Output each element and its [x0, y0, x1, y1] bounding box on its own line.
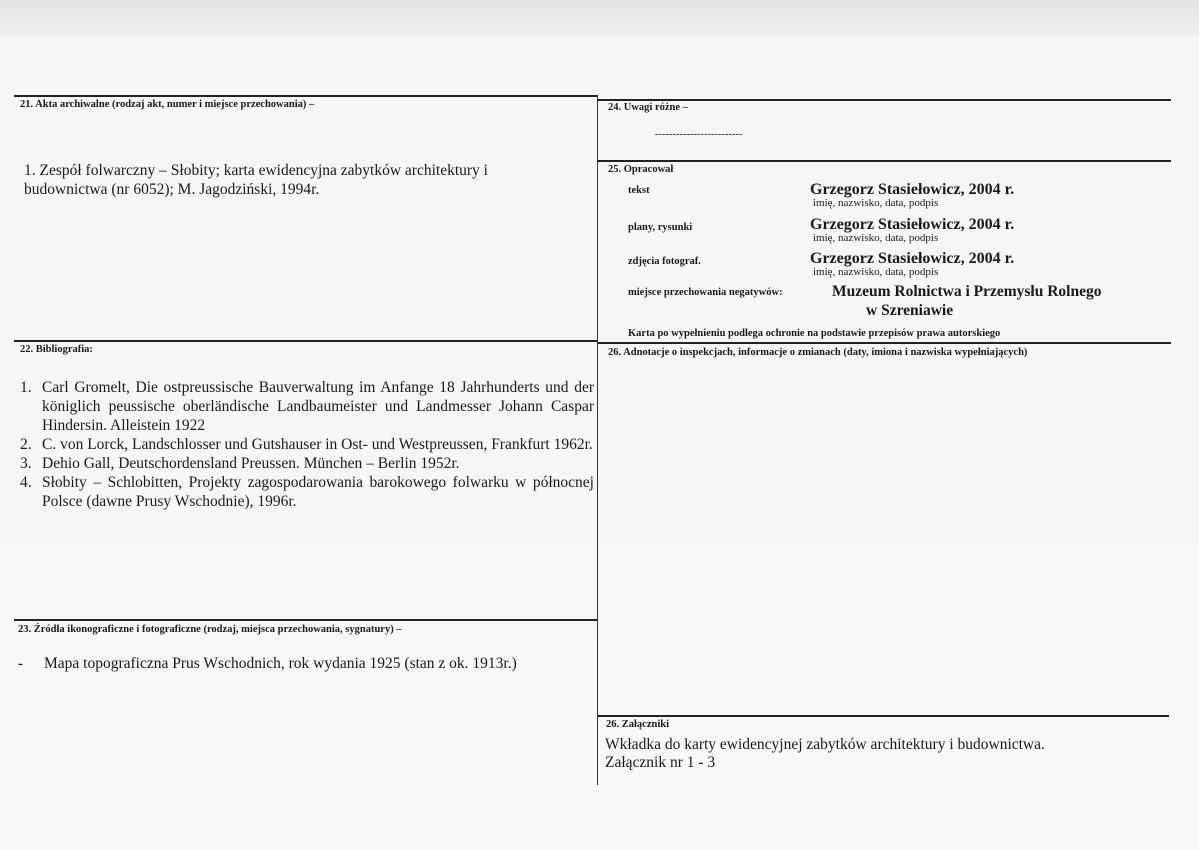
bibliography-item-number: 2.: [20, 436, 32, 453]
s27-line1: Wkładka do karty ewidencyjnej zabytków architektury i budownictwa.: [605, 736, 1045, 753]
rule-s25-top: [598, 160, 1171, 162]
s25-row-caption: imię, nazwisko, data, podpis: [813, 197, 939, 209]
bibliography-item-number: 4.: [20, 474, 32, 491]
s25-row-name: Grzegorz Stasiełowicz, 2004 r.: [810, 216, 1015, 233]
bibliography-item: [16, 454, 594, 473]
bibliography-item-text: Słobity – Schlobitten, Projekty zagospodarowania barokowego folwarku w północnej Polsce (dawne Prusy Wschodnie), 1996r.: [42, 474, 594, 510]
s24-value: -------------------------: [655, 129, 743, 140]
s25-row-name: Grzegorz Stasiełowicz, 2004 r.: [810, 181, 1015, 198]
s23-heading: 23. Źródła ikonograficzne i fotograficzne (rodzaj, miejsca przechowania, sygnatury) –: [18, 624, 402, 635]
s26-heading: 26. Adnotacje o inspekcjach, informacje o zmianach (daty, imiona i nazwiska wypełniających): [608, 347, 1028, 358]
rule-mid-right: [598, 342, 1171, 344]
rule-s23-top: [14, 619, 597, 621]
bibliography-item-text: Dehio Gall, Deutschordensland Preussen. München – Berlin 1952r.: [42, 455, 460, 472]
s25-storage-line1: Muzeum Rolnictwa i Przemysłu Rolnego: [832, 283, 1102, 300]
s21-line1: 1. Zespół folwarczny – Słobity; karta ewidencyjna zabytków architektury i: [24, 162, 488, 179]
bibliography-item: [16, 435, 594, 454]
s23-item: Mapa topograficzna Prus Wschodnich, rok wydania 1925 (stan z ok. 1913r.): [44, 655, 517, 672]
scan-top-band: [0, 0, 1199, 36]
bibliography-item: [16, 378, 594, 435]
rule-top-right: [598, 99, 1171, 101]
s27-line2: Załącznik nr 1 - 3: [605, 754, 716, 771]
bibliography-item-number: 1.: [20, 379, 32, 396]
s21-line2: budownictwa (nr 6052); M. Jagodziński, 1994r.: [24, 181, 320, 198]
s25-row-label: tekst: [628, 185, 650, 196]
bibliography-item-text: Carl Gromelt, Die ostpreussische Bauverwaltung im Anfange 18 Jahrhunderts und der königlich peussische oberländische Landbaumeister und Landmesser Johann Caspar Hindersin. Alleistein 1922: [42, 379, 594, 434]
s27-heading: 26. Załączniki: [606, 719, 670, 730]
s24-heading: 24. Uwagi różne –: [608, 102, 688, 113]
s25-row-name: Grzegorz Stasiełowicz, 2004 r.: [810, 250, 1015, 267]
s25-row-label: zdjęcia fotograf.: [628, 256, 701, 267]
center-divider: [597, 95, 598, 785]
s25-row-caption: imię, nazwisko, data, podpis: [813, 232, 939, 244]
rule-s27-top: [598, 715, 1169, 717]
rule-top-left: [14, 95, 597, 97]
s25-storage-label: miejsce przechowania negatywów:: [628, 287, 783, 298]
s21-heading: 21. Akta archiwalne (rodzaj akt, numer i miejsce przechowania) –: [20, 99, 315, 110]
s22-bibliography-list: [16, 378, 594, 511]
s23-dash: -: [18, 655, 24, 672]
rule-mid-left: [14, 340, 597, 342]
s22-heading: 22. Bibliografia:: [20, 344, 93, 355]
s25-heading: 25. Opracował: [608, 164, 674, 175]
s25-storage-line2: w Szreniawie: [866, 302, 954, 319]
s25-row-label: plany, rysunki: [628, 222, 693, 233]
bibliography-item-number: 3.: [20, 455, 32, 472]
bibliography-item: [16, 473, 594, 511]
s25-row-caption: imię, nazwisko, data, podpis: [813, 266, 939, 278]
s25-copyright-note: Karta po wypełnieniu podlega ochronie na podstawie przepisów prawa autorskiego: [628, 328, 1001, 339]
bibliography-item-text: C. von Lorck, Landschlosser und Gutshauser in Ost- und Westpreussen, Frankfurt 1962r.: [42, 436, 593, 453]
